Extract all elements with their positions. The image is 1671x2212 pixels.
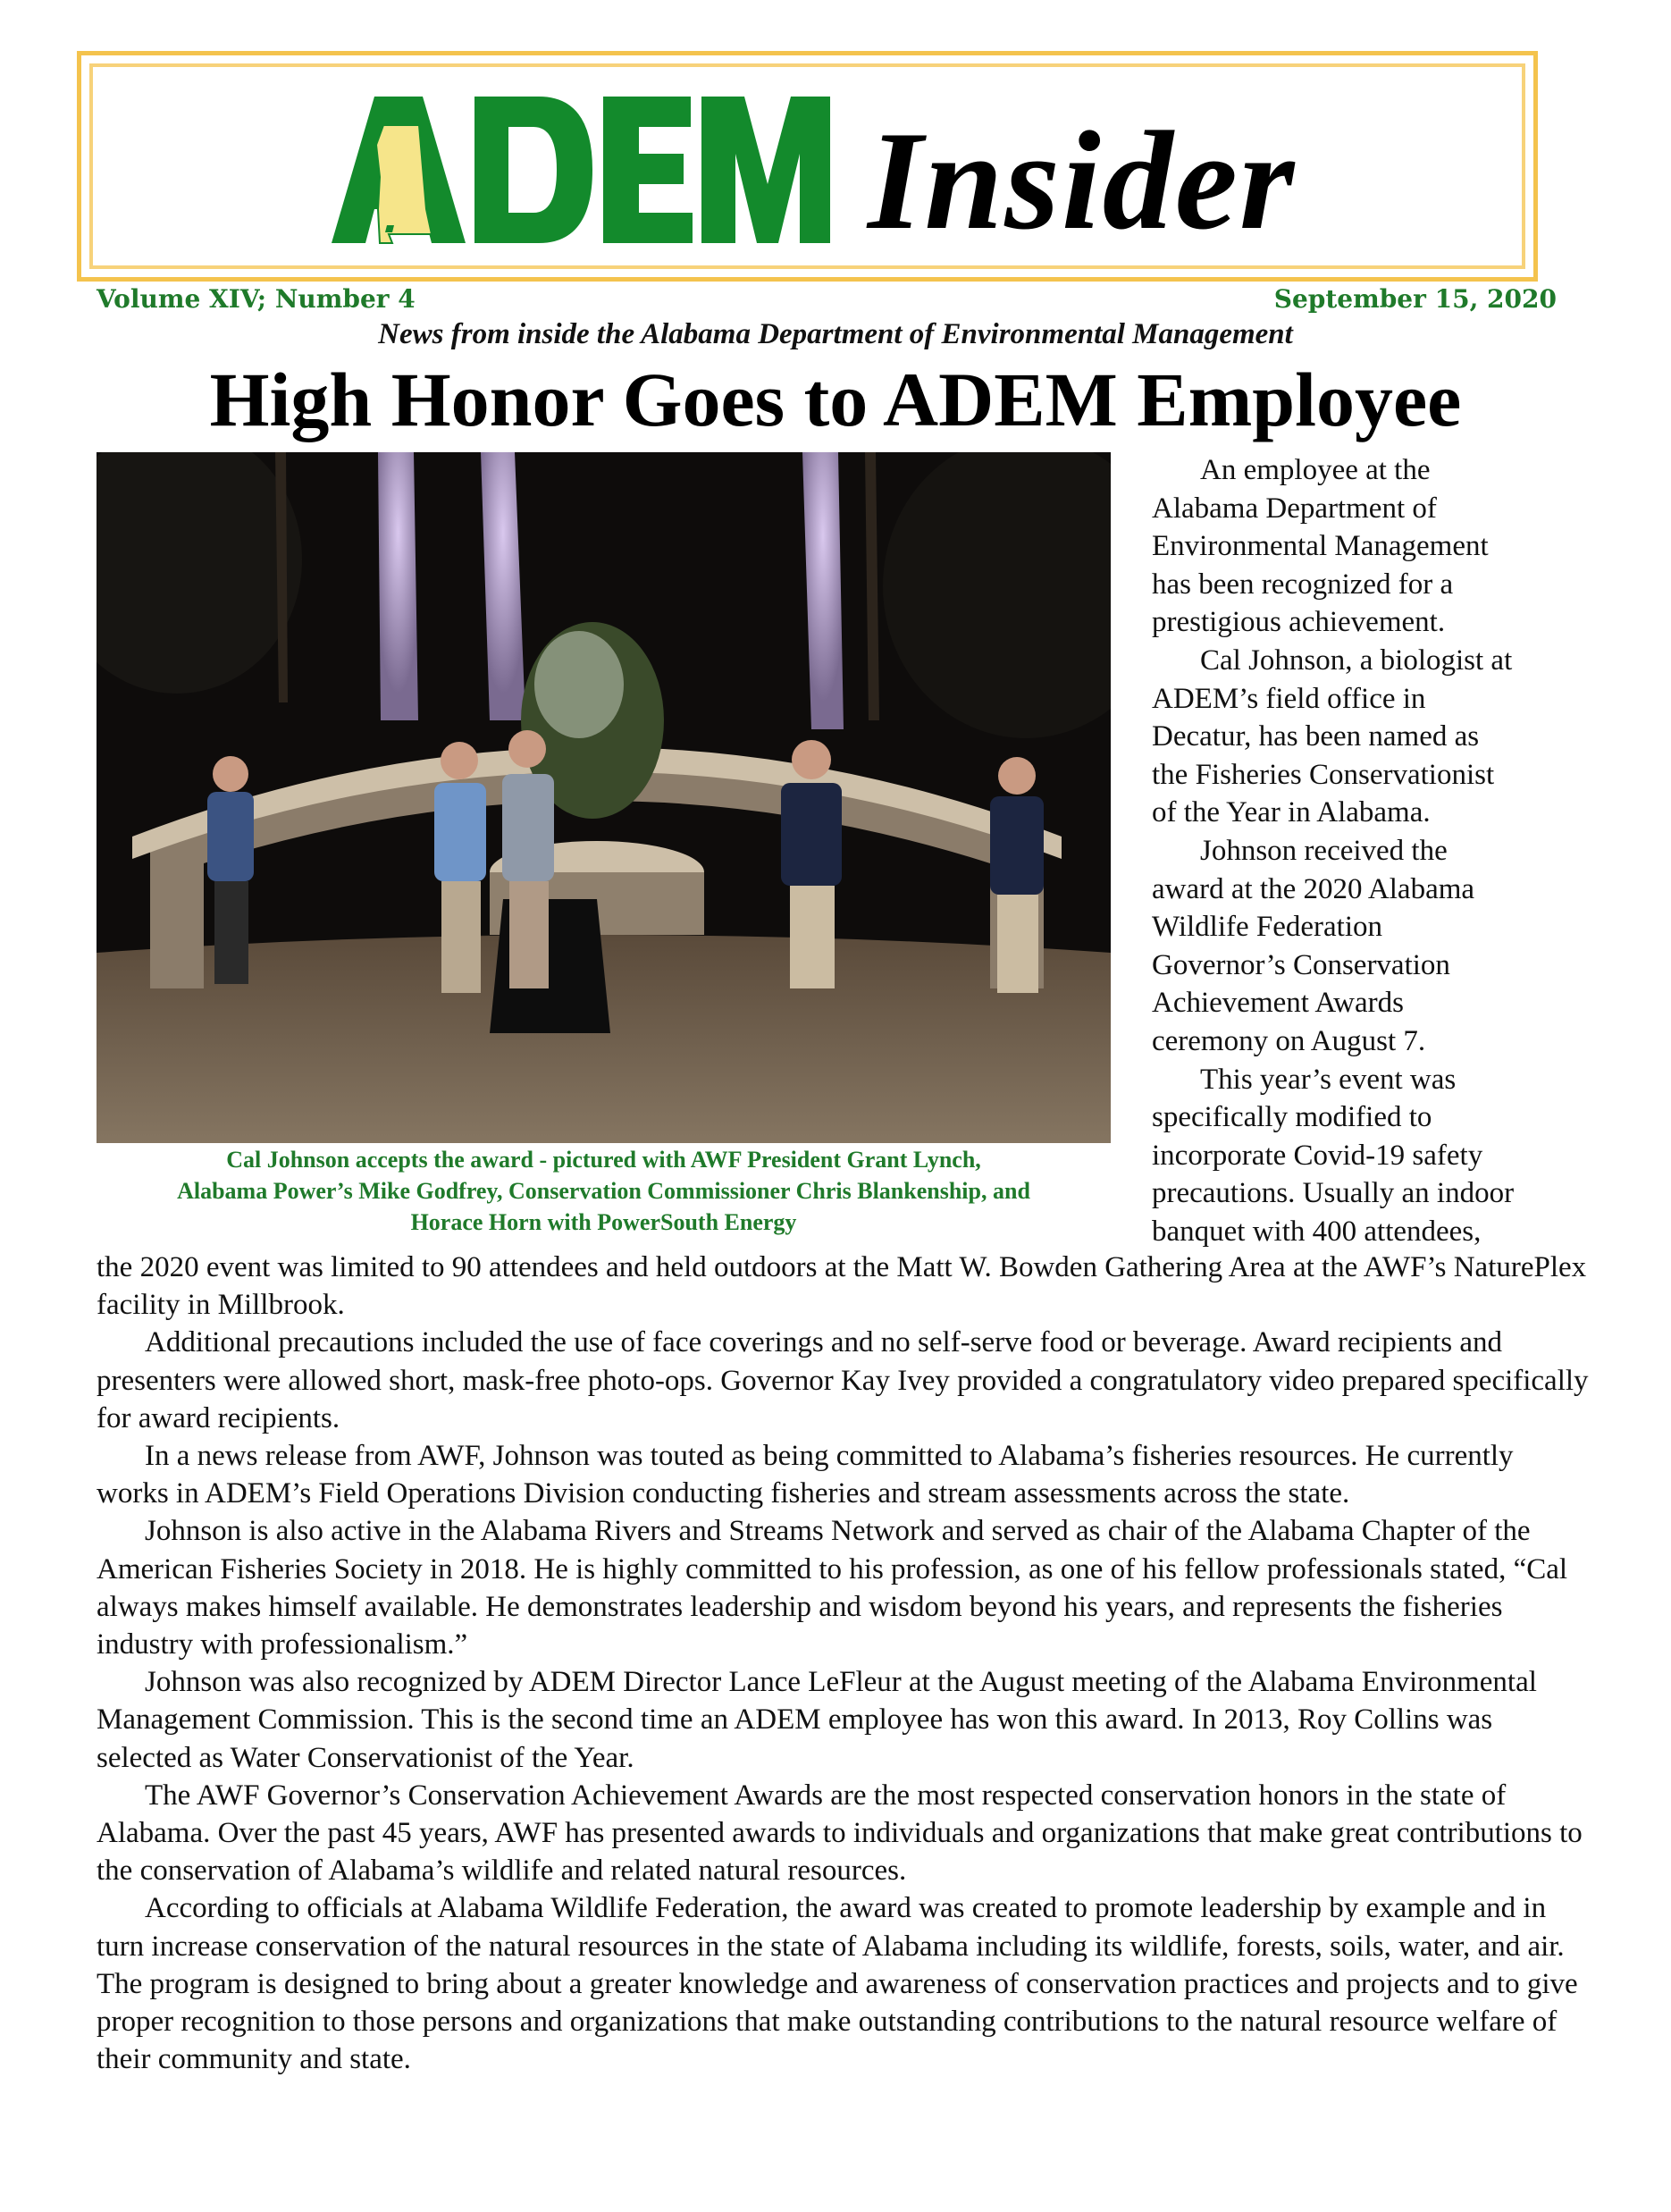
side-line: specifically modified to xyxy=(1152,1101,1432,1134)
paragraph: Johnson was also recognized by ADEM Director Lance LeFleur at the August meeting of the Alabama Environmental Management Commission. This is the second time an ADEM employee has won this award. In 2013, Roy Collins was selected as Water Conservationist of the Year. xyxy=(97,1666,1537,1774)
paragraph: According to officials at Alabama Wildlife Federation, the award was created to promote leadership by example and in turn increase conservation of the natural resources in the state of Alabama including its wildlife, forests, soils, water, and air. The program is designed to bring about a greater knowledge and awareness of conservation practices and projects and to give proper recognition to those persons and organizations that make outstanding contributions to the natural resource welfare of their community and state. xyxy=(97,1892,1578,2076)
paragraph: Additional precautions included the use of face coverings and no self-serve food or beverage. Award recipients and presenters were allowed short, mask-free photo-ops. Governor Kay Ivey provided a congratulatory video prepared specifically for award recipients. xyxy=(97,1326,1589,1434)
paragraph: In a news release from AWF, Johnson was touted as being committed to Alabama’s fisheries resources. He currently works in ADEM’s Field Operations Division conducting fisheries and stream assessments across the state. xyxy=(97,1440,1514,1510)
side-line: Environmental Management xyxy=(1152,530,1489,563)
side-line: Wildlife Federation xyxy=(1152,911,1383,944)
side-line: An employee at the xyxy=(1200,454,1431,486)
tagline: News from inside the Alabama Department of Environmental Management xyxy=(378,318,1293,350)
alabama-state-icon xyxy=(332,91,832,248)
photo-caption xyxy=(97,1144,1111,1238)
paragraph: The AWF Governor’s Conservation Achievement Awards are the most respected conservation honors in the state of Alabama. Over the past 45 years, AWF has presented awards to individuals and organizations that make great contributions to the conservation of Alabama’s wildlife and related natural resources. xyxy=(97,1779,1583,1888)
side-line: banquet with 400 attendees, xyxy=(1152,1215,1482,1248)
side-line: ADEM’s field office in xyxy=(1152,682,1426,715)
side-line: precautions. Usually an indoor xyxy=(1152,1177,1515,1210)
side-line: prestigious achievement. xyxy=(1152,606,1446,639)
side-line: Achievement Awards xyxy=(1152,987,1404,1020)
issue-volume: Volume XIV; Number 4 xyxy=(97,284,416,314)
award-ceremony-photo xyxy=(97,452,1111,1143)
adem-logo xyxy=(332,91,832,248)
side-line: Johnson received the xyxy=(1200,834,1448,867)
side-line: has been recognized for a xyxy=(1152,568,1454,601)
side-column xyxy=(1152,451,1599,1250)
side-line: Decatur, has been named as xyxy=(1152,720,1480,753)
masthead-title: Insider xyxy=(868,103,1297,259)
headline: High Honor Goes to ADEM Employee xyxy=(209,357,1462,442)
side-line: This year’s event was xyxy=(1200,1063,1457,1096)
side-line: incorporate Covid-19 safety xyxy=(1152,1139,1483,1172)
article-body xyxy=(97,1249,1589,2078)
caption-line: Cal Johnson accepts the award - pictured with AWF President Grant Lynch, xyxy=(226,1147,981,1173)
caption-line: Alabama Power’s Mike Godfrey, Conservation Commissioner Chris Blankenship, and xyxy=(177,1178,1030,1204)
side-line: Alabama Department of xyxy=(1152,492,1437,525)
side-line: Cal Johnson, a biologist at xyxy=(1200,643,1513,677)
masthead xyxy=(77,51,1538,282)
caption-line: Horace Horn with PowerSouth Energy xyxy=(410,1209,797,1235)
paragraph: Johnson is also active in the Alabama Rivers and Streams Network and served as chair of the Alabama Chapter of the American Fisheries Society in 2018. He is highly committed to his profession, as one of his fellow professionals stated, “Cal always makes himself available. He demonstrates leadership and wisdom beyond his years, and represents the fisheries industry with professionalism.” xyxy=(97,1515,1568,1661)
issue-date: September 15, 2020 xyxy=(1273,284,1557,314)
side-line: of the Year in Alabama. xyxy=(1152,796,1431,829)
side-line: ceremony on August 7. xyxy=(1152,1024,1426,1057)
side-line: award at the 2020 Alabama xyxy=(1152,872,1475,905)
side-line: the Fisheries Conservationist xyxy=(1152,758,1495,791)
paragraph: the 2020 event was limited to 90 attendees and held outdoors at the Matt W. Bowden Gathering Area at the AWF’s NaturePlex facility in Millbrook. xyxy=(97,1251,1587,1322)
side-line: Governor’s Conservation xyxy=(1152,948,1450,981)
